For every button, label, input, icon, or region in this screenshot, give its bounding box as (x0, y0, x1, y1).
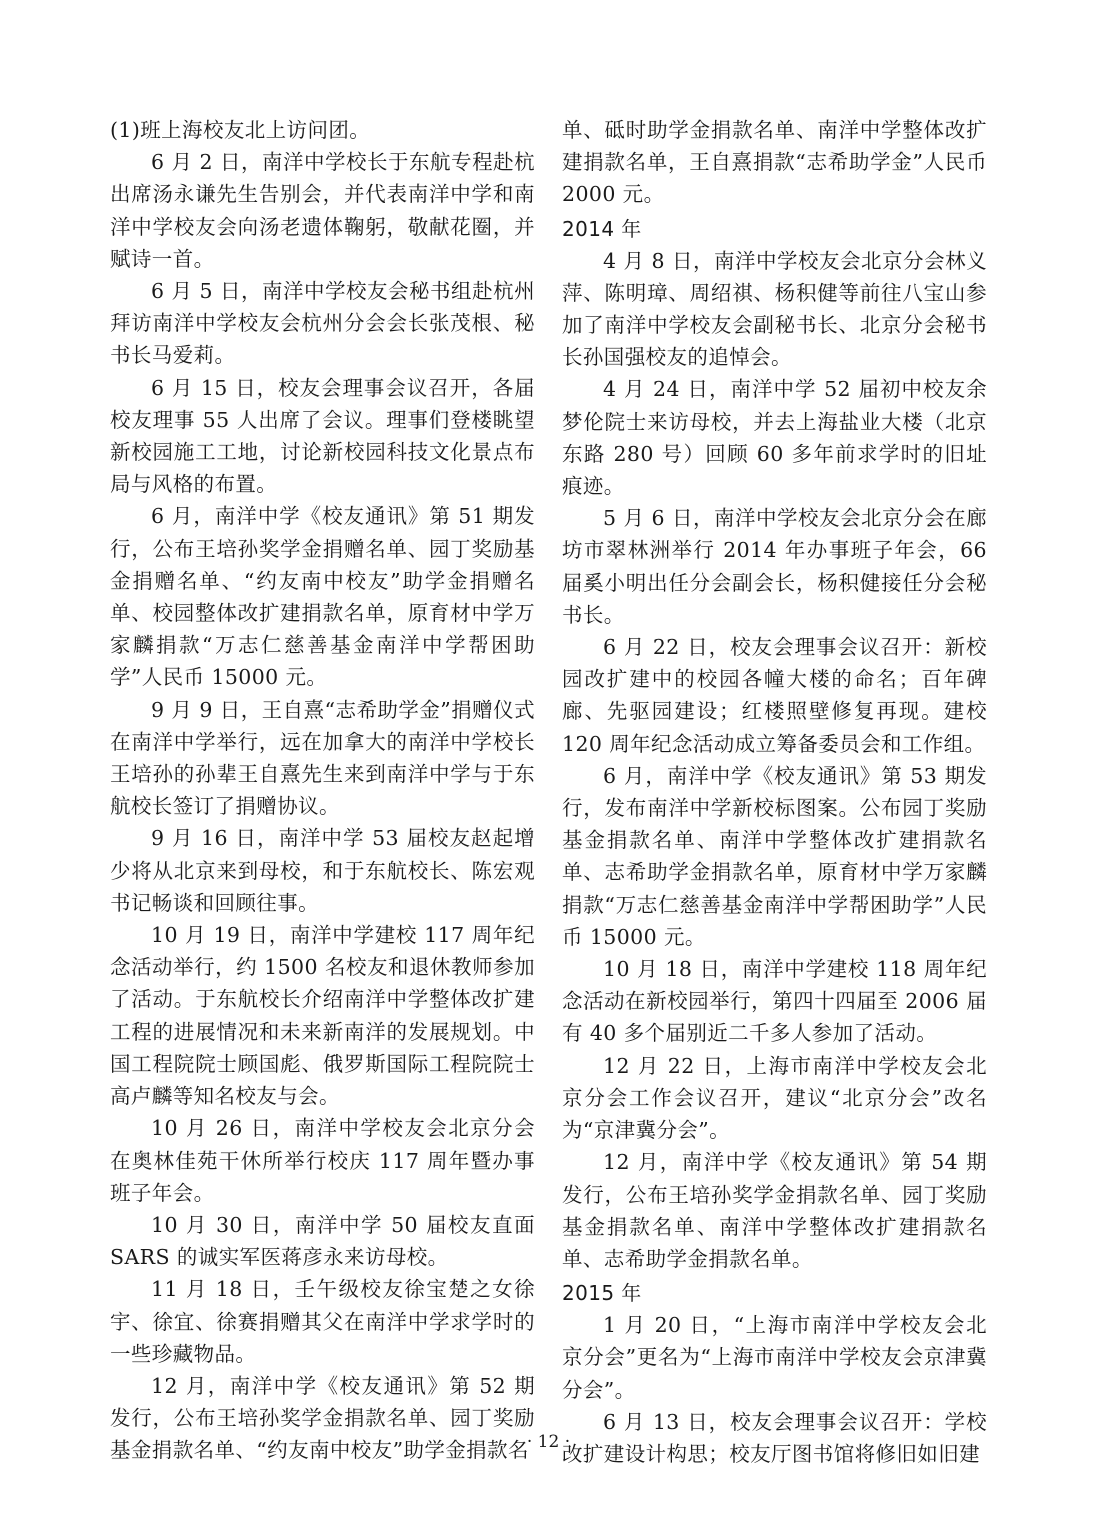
paragraph: 4 月 24 日，南洋中学 52 届初中校友余梦伦院士来访母校，并去上海盐业大楼（北京东路 280 号）回顾 60 多年前求学时的旧址痕迹。 (562, 377, 987, 499)
paragraph: 6 月，南洋中学《校友通讯》第 51 期发行，公布王培孙奖学金捐赠名单、园丁奖励基金捐赠名单、“约友南中校友”助学金捐赠名单、校园整体改扩建捐款名单，原育材中学万家麟捐款“万志仁慈善基金南洋中学帮困助学”人民币 15000 元。 (110, 504, 535, 690)
paragraph: 10 月 18 日，南洋中学建校 118 周年纪念活动在新校园举行，第四十四届至 2006 届有 40 多个届别近二千多人参加了活动。 (562, 957, 987, 1046)
page-number: · 12 · (526, 1432, 571, 1452)
left-column (110, 114, 535, 1467)
paragraph: 10 月 19 日，南洋中学建校 117 周年纪念活动举行，约 1500 名校友和退休教师参加了活动。于东航校长介绍南洋中学整体改扩建工程的进展情况和未来新南洋的发展规划。中国工程院院士顾国彪、俄罗斯国际工程院院士高卢麟等知名校友与会。 (110, 923, 535, 1109)
right-column (562, 114, 987, 1470)
paragraph: 6 月 5 日，南洋中学校友会秘书组赴杭州拜访南洋中学校友会杭州分会会长张茂根、秘书长马爱莉。 (110, 279, 535, 368)
paragraph: 4 月 8 日，南洋中学校友会北京分会林义萍、陈明璋、周绍祺、杨积健等前往八宝山参加了南洋中学校友会副秘书长、北京分会秘书长孙国强校友的追悼会。 (562, 248, 987, 370)
paragraph: 6 月 15 日，校友会理事会议召开，各届校友理事 55 人出席了会议。理事们登楼眺望新校园施工工地，讨论新校园科技文化景点布局与风格的布置。 (110, 375, 535, 497)
paragraph: 单、砥时助学金捐款名单、南洋中学整体改扩建捐款名单，王自熹捐款“志希助学金”人民币 2000 元。 (562, 118, 987, 207)
paragraph: 10 月 26 日，南洋中学校友会北京分会在奥林佳苑干休所举行校庆 117 周年暨办事班子年会。 (110, 1116, 535, 1205)
paragraph: (1)班上海校友北上访问团。 (110, 118, 371, 142)
paragraph: 6 月 2 日，南洋中学校长于东航专程赴杭出席汤永谦先生告别会，并代表南洋中学和南洋中学校友会向汤老遗体鞠躬，敬献花圈，并赋诗一首。 (110, 150, 535, 271)
year-heading: 2014 年 (562, 216, 642, 241)
paragraph: 1 月 20 日，“上海市南洋中学校友会北京分会”更名为“上海市南洋中学校友会京津冀分会”。 (562, 1313, 987, 1402)
paragraph: 5 月 6 日，南洋中学校友会北京分会在廊坊市翠林洲举行 2014 年办事班子年会，66 届奚小明出任分会副会长，杨积健接任分会秘书长。 (562, 506, 987, 627)
paragraph: 9 月 9 日，王自熹“志希助学金”捐赠仪式在南洋中学举行，远在加拿大的南洋中学校长王培孙的孙辈王自熹先生来到南洋中学与于东航校长签订了捐赠协议。 (110, 697, 535, 819)
paragraph: 6 月 13 日，校友会理事会议召开：学校改扩建设计构思；校友厅图书馆将修旧如旧建 (562, 1409, 987, 1466)
paragraph: 6 月 22 日，校友会理事会议召开：新校园改扩建中的校园各幢大楼的命名；百年碑廊、先驱园建设；红楼照壁修复再现。建校 120 周年纪念活动成立筹备委员会和工作组。 (562, 635, 987, 756)
paragraph: 12 月，南洋中学《校友通讯》第 52 期发行，公布王培孙奖学金捐款名单、园丁奖励基金捐款名单、“约友南中校友”助学金捐款名 (110, 1373, 535, 1463)
paragraph: 12 月 22 日，上海市南洋中学校友会北京分会工作会议召开，建议“北京分会”改名为“京津冀分会”。 (562, 1053, 987, 1143)
paragraph: 6 月，南洋中学《校友通讯》第 53 期发行，发布南洋中学新校标图案。公布园丁奖励基金捐款名单、南洋中学整体改扩建捐款名单、志希助学金捐款名单，原育材中学万家麟捐款“万志仁慈善基金南洋中学帮困助学”人民币 15000 元。 (562, 763, 987, 949)
year-heading: 2015 年 (562, 1281, 642, 1306)
paragraph: 12 月，南洋中学《校友通讯》第 54 期发行，公布王培孙奖学金捐款名单、园丁奖励基金捐款名单、南洋中学整体改扩建捐款名单、志希助学金捐款名单。 (562, 1150, 987, 1271)
paragraph: 10 月 30 日，南洋中学 50 届校友直面 SARS 的诚实军医蒋彦永来访母校。 (110, 1212, 535, 1270)
paragraph: 11 月 18 日，壬午级校友徐宝楚之女徐宇、徐宜、徐赛捐赠其父在南洋中学求学时的一些珍藏物品。 (110, 1277, 535, 1366)
paragraph: 9 月 16 日，南洋中学 53 届校友赵起增少将从北京来到母校，和于东航校长、陈宏观书记畅谈和回顾往事。 (110, 826, 535, 915)
